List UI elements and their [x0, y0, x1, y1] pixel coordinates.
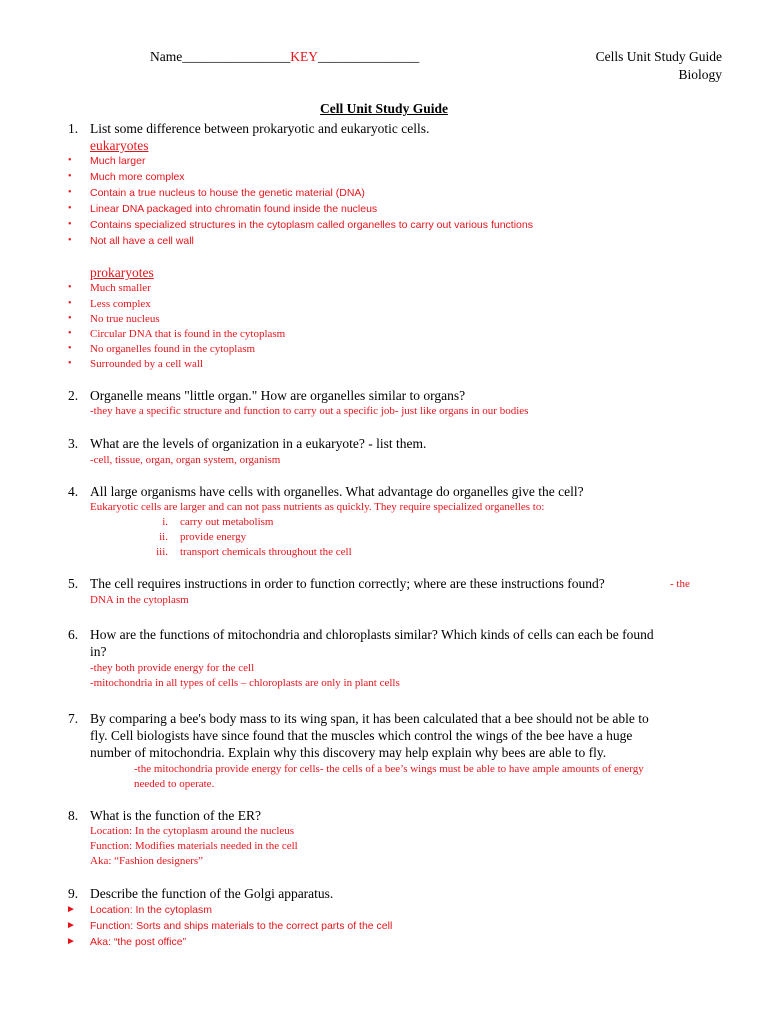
answer-location: Location: In the cytoplasm [90, 904, 212, 916]
question-text: List some difference between prokaryotic and eukaryotic cells. [90, 121, 430, 136]
name-blank: ________________ [182, 49, 291, 64]
question-text: The cell requires instructions in order to function correctly; where are these instructions found? [90, 576, 605, 591]
answer-text: Eukaryotic cells are larger and can not pass nutrients as quickly. They require specialized organelles to: [90, 501, 545, 513]
doc-subject: Biology [678, 67, 722, 82]
page-title: Cell Unit Study Guide [320, 101, 448, 116]
roman-numeral: iii. [156, 546, 168, 558]
bullet-icon: • [68, 219, 72, 230]
bullet-icon: • [68, 358, 72, 369]
list-item: carry out metabolism [180, 516, 274, 528]
roman-numeral: i. [162, 516, 168, 528]
list-item: transport chemicals throughout the cell [180, 546, 352, 558]
name-line [150, 49, 419, 65]
bullet-icon: • [68, 298, 72, 309]
bullet-icon: • [68, 343, 72, 354]
question-text: number of mitochondria. Explain why this discovery may help explain why bees are able to fly. [90, 745, 607, 760]
doc-title: Cells Unit Study Guide [595, 49, 722, 64]
list-item: Linear DNA packaged into chromatin found inside the nucleus [90, 203, 378, 215]
list-item: Much smaller [90, 282, 151, 294]
name-label: Name [150, 49, 183, 64]
list-item: Much more complex [90, 171, 185, 183]
answer-text: - the [670, 578, 690, 590]
question-text: What are the levels of organization in a eukaryote? - list them. [90, 436, 427, 451]
question-number: 9. [68, 886, 79, 901]
bullet-icon: • [68, 155, 72, 166]
list-item: No organelles found in the cytoplasm [90, 343, 256, 355]
answer-text: -the mitochondria provide energy for cells- the cells of a bee’s wings must be able to have ample amounts of energy [134, 763, 644, 775]
arrow-bullet-icon: ► [66, 904, 76, 915]
bullet-icon: • [68, 203, 72, 214]
answer-aka: Aka: “the post office” [90, 936, 187, 948]
name-key: KEY [290, 49, 318, 64]
question-text: By comparing a bee's body mass to its wing span, it has been calculated that a bee should not be able to [90, 711, 649, 726]
answer-text: -they have a specific structure and function to carry out a specific job- just like organs in our bodies [90, 405, 529, 417]
question-number: 3. [68, 436, 79, 451]
answer-function: Function: Sorts and ships materials to the correct parts of the cell [90, 920, 393, 932]
answer-aka: Aka: “Fashion designers” [90, 855, 204, 867]
list-item: Less complex [90, 298, 151, 310]
answer-location: Location: In the cytoplasm around the nucleus [90, 825, 295, 837]
question-text: Describe the function of the Golgi apparatus. [90, 886, 334, 901]
eukaryotes-heading: eukaryotes [90, 138, 149, 153]
question-text: fly. Cell biologists have since found that the muscles which control the wings of the bee have a huge [90, 728, 633, 743]
bullet-icon: • [68, 171, 72, 182]
question-number: 4. [68, 484, 79, 499]
question-text: Organelle means "little organ." How are organelles similar to organs? [90, 388, 466, 403]
list-item: Much larger [90, 155, 146, 167]
question-number: 1. [68, 121, 79, 136]
bullet-icon: • [68, 187, 72, 198]
answer-text: -they both provide energy for the cell [90, 662, 255, 674]
question-text: All large organisms have cells with organelles. What advantage do organelles give the cell? [90, 484, 584, 499]
list-item: No true nucleus [90, 313, 160, 325]
bullet-icon: • [68, 282, 72, 293]
list-item: Surrounded by a cell wall [90, 358, 204, 370]
roman-numeral: ii. [159, 531, 168, 543]
arrow-bullet-icon: ► [66, 920, 76, 931]
list-item: Not all have a cell wall [90, 235, 194, 247]
bullet-icon: • [68, 313, 72, 324]
list-item: provide energy [180, 531, 247, 543]
list-item: Contain a true nucleus to house the genetic material (DNA) [90, 187, 365, 199]
question-number: 6. [68, 627, 79, 642]
arrow-bullet-icon: ► [66, 936, 76, 947]
answer-text: -mitochondria in all types of cells – chloroplasts are only in plant cells [90, 677, 400, 689]
answer-function: Function: Modifies materials needed in the cell [90, 840, 298, 852]
bullet-icon: • [68, 235, 72, 246]
question-number: 2. [68, 388, 79, 403]
question-number: 7. [68, 711, 79, 726]
question-number: 5. [68, 576, 79, 591]
answer-text: needed to operate. [134, 778, 215, 790]
bullet-icon: • [68, 328, 72, 339]
prokaryotes-heading: prokaryotes [90, 265, 154, 280]
list-item: Circular DNA that is found in the cytoplasm [90, 328, 286, 340]
question-text: What is the function of the ER? [90, 808, 261, 823]
question-number: 8. [68, 808, 79, 823]
question-text: How are the functions of mitochondria and chloroplasts similar? Which kinds of cells can each be found [90, 627, 654, 642]
answer-text: -cell, tissue, organ, organ system, organism [90, 454, 281, 466]
question-text: in? [90, 644, 107, 659]
answer-text: DNA in the cytoplasm [90, 594, 189, 606]
name-blank: _______________ [317, 49, 420, 64]
list-item: Contains specialized structures in the cytoplasm called organelles to carry out various functions [90, 219, 533, 231]
